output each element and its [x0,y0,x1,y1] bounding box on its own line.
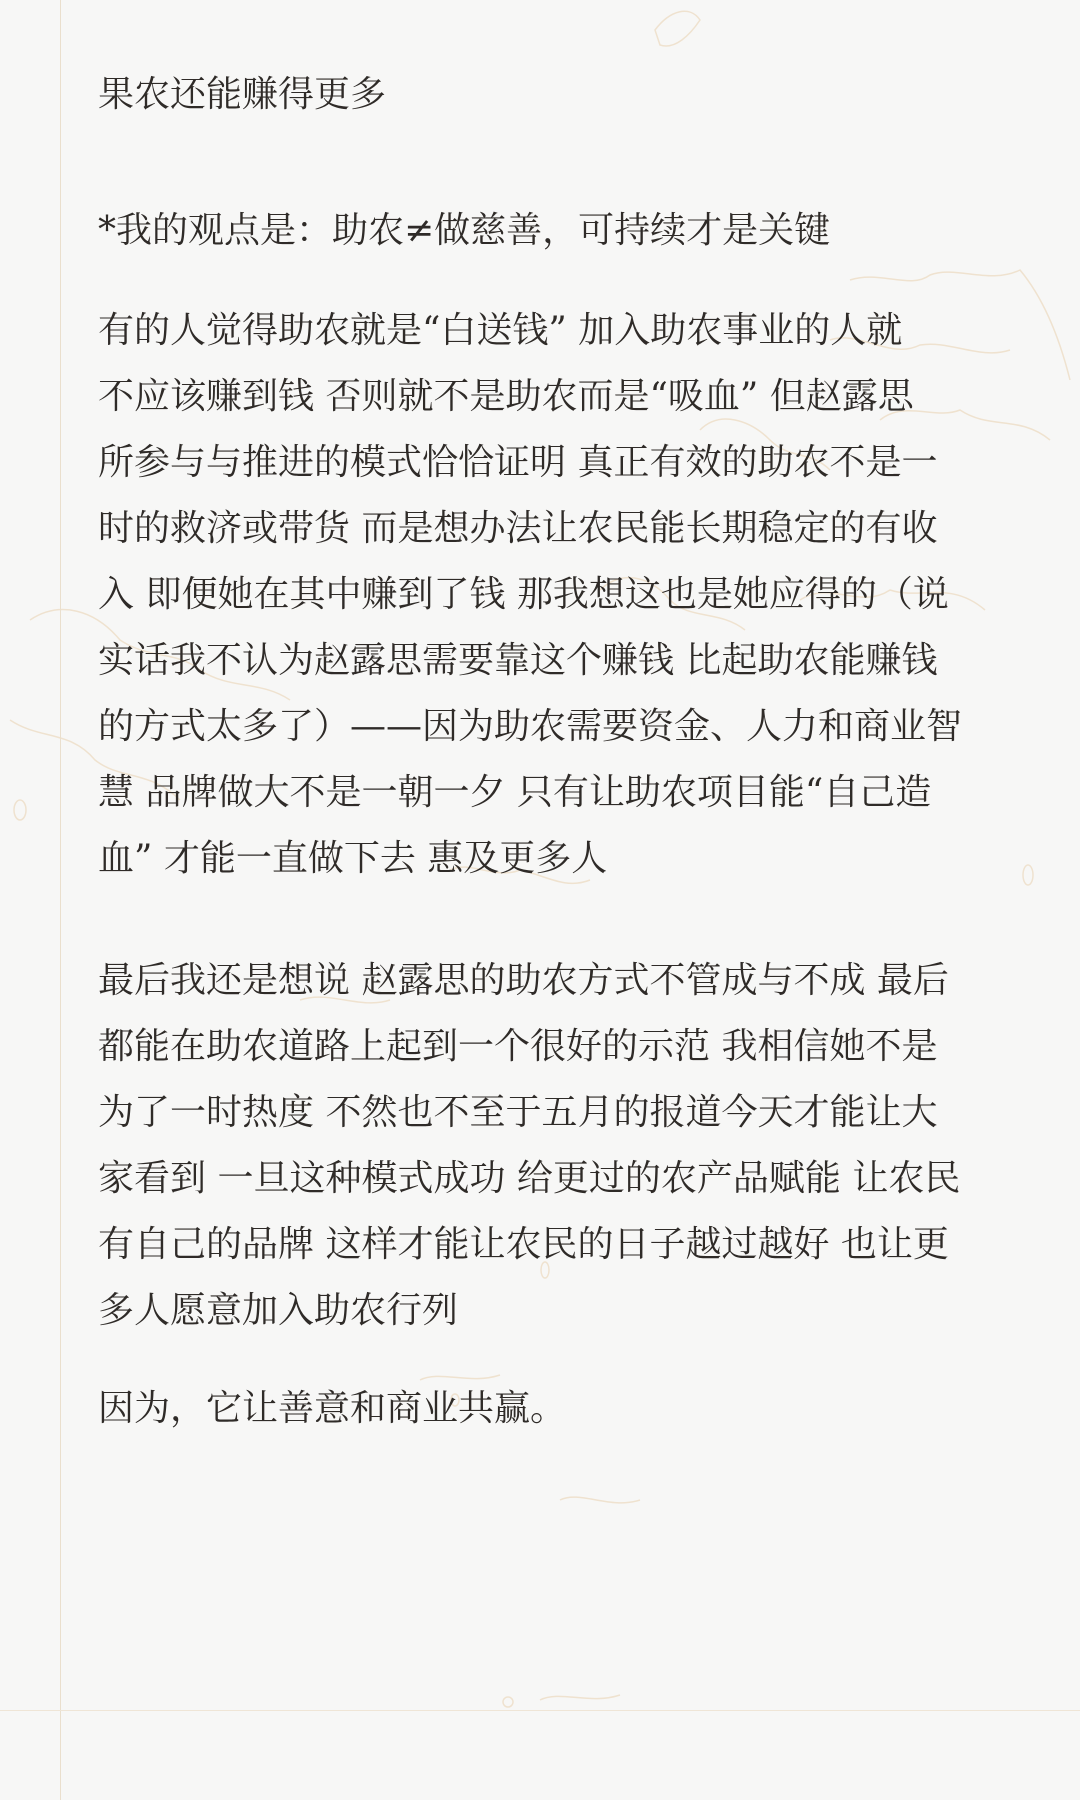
paragraph-line: 都能在助农道路上起到一个很好的示范 我相信她不是 [98,1026,938,1067]
closing-line: 因为，它让善意和商业共赢。 [98,1388,567,1429]
paragraph-line: 慧 品牌做大不是一朝一夕 只有让助农项目能“自己造 [98,772,932,813]
paragraph-line: 不应该赚到钱 否则就不是助农而是“吸血” 但赵露思 [98,376,914,417]
paragraph-line: 时的救济或带货 而是想办法让农民能长期稳定的有收 [98,508,938,549]
paragraph-line: 有的人觉得助农就是“白送钱” 加入助农事业的人就 [98,310,903,351]
paragraph-line: 的方式太多了）——因为助农需要资金、人力和商业智 [98,706,963,747]
paragraph-1 [98,298,1023,892]
paragraph-line: 多人愿意加入助农行列 [98,1290,459,1331]
paragraph-line: 家看到 一旦这种模式成功 给更过的农产品赋能 让农民 [98,1158,961,1199]
paragraph-line: 所参与与推进的模式恰恰证明 真正有效的助农不是一 [98,442,938,483]
lead-line: 果农还能赚得更多 [98,74,387,115]
paragraph-line: 入 即便她在其中赚到了钱 那我想这也是她应得的（说 [98,574,949,615]
paragraph-2 [98,948,1023,1344]
viewpoint-heading: *我的观点是：助农≠做慈善，可持续才是关键 [98,210,831,251]
paragraph-line: 有自己的品牌 这样才能让农民的日子越过越好 也让更 [98,1224,949,1265]
left-margin-line [60,0,61,1800]
paragraph-line: 为了一时热度 不然也不至于五月的报道今天才能让大 [98,1092,938,1133]
bottom-margin-line [0,1710,1080,1711]
paragraph-line: 血” 才能一直做下去 惠及更多人 [98,838,608,879]
paragraph-line: 实话我不认为赵露思需要靠这个赚钱 比起助农能赚钱 [98,640,938,681]
article-body [98,62,1023,1442]
paragraph-line: 最后我还是想说 赵露思的助农方式不管成与不成 最后 [98,960,949,1001]
